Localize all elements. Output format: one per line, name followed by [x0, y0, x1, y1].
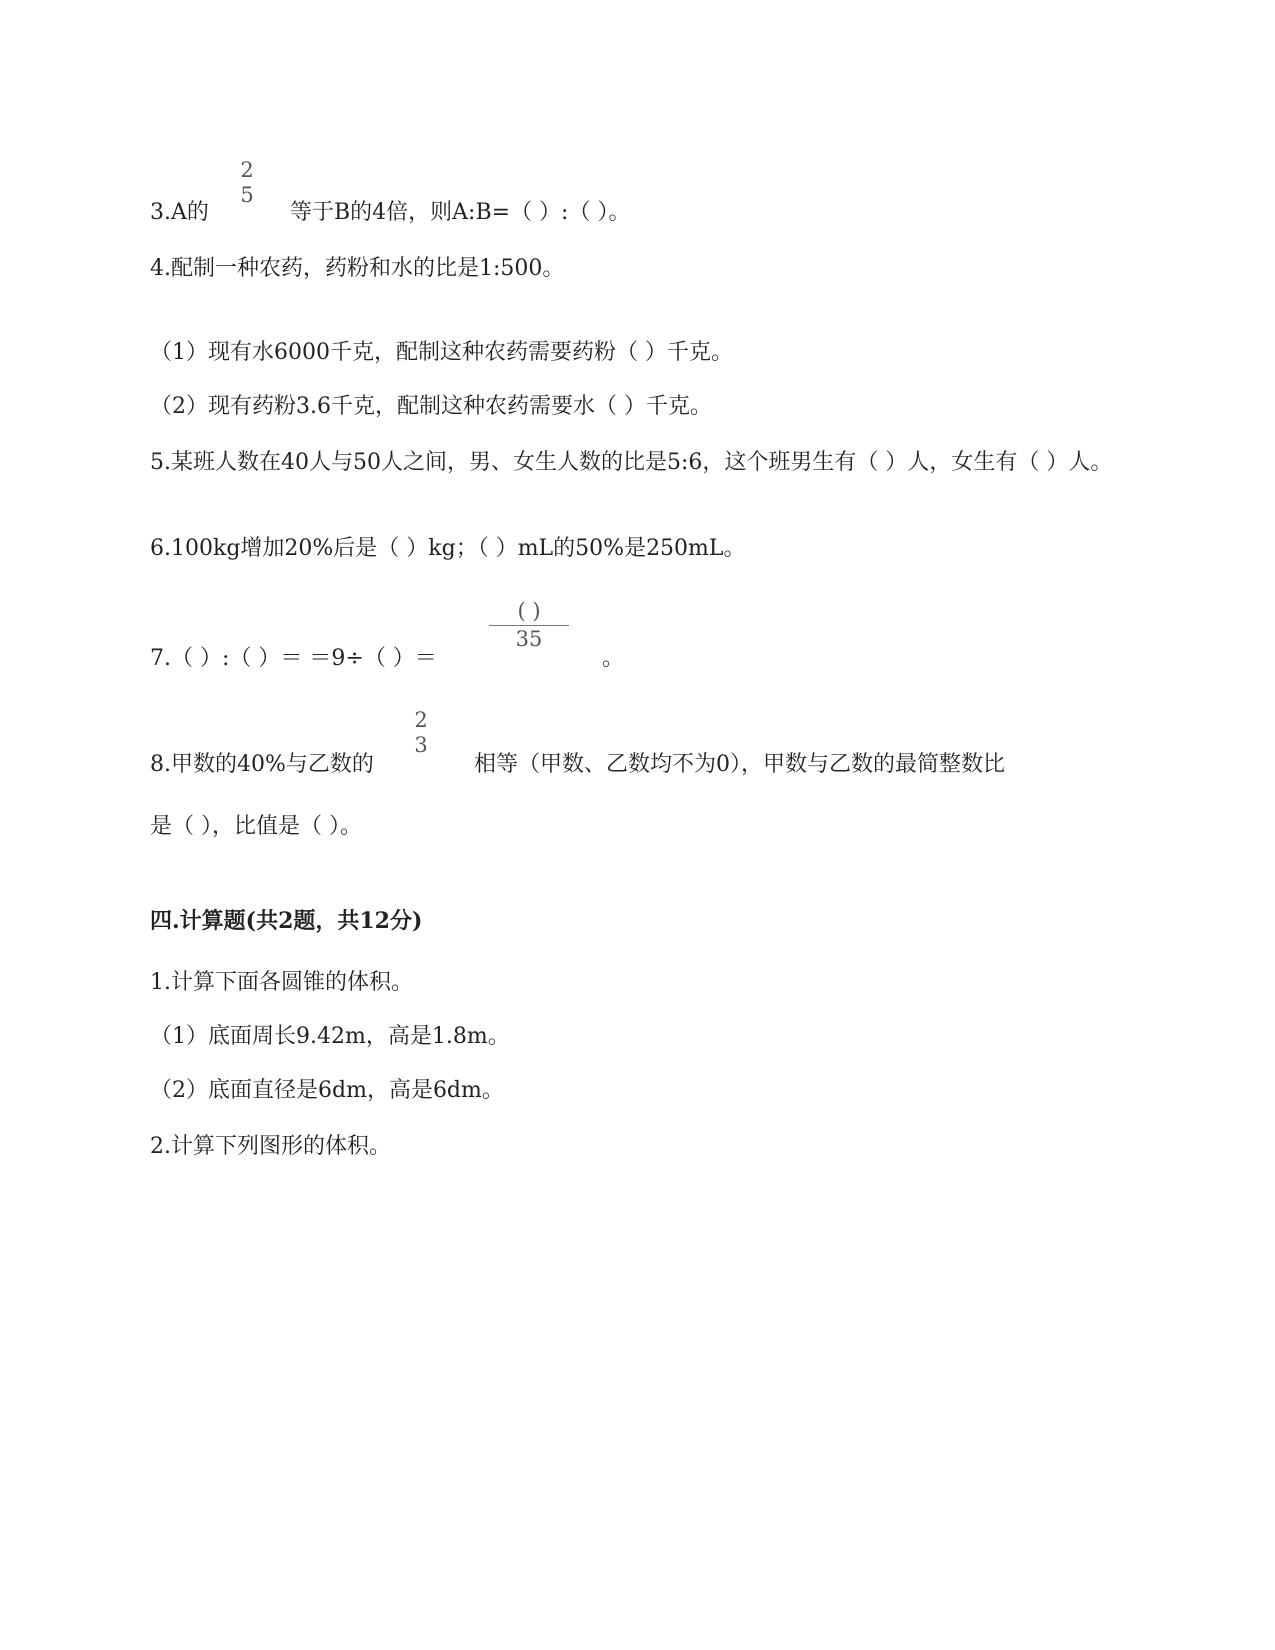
- q4-text: 4.配制一种农药，药粉和水的比是1:500。: [150, 256, 565, 281]
- q5-text: 5.某班人数在40人与50人之间，男、女生人数的比是5:6，这个班男生有（ ）人，女生有（ ）人。: [150, 450, 1113, 475]
- fraction-numerator: 2: [414, 708, 428, 732]
- q4-sub2: （2）现有药粉3.6千克，配制这种农药需要水（ ）千克。: [150, 394, 712, 419]
- q3-suffix: 等于B的4倍，则A:B=（ ）:（ ）。: [290, 200, 631, 225]
- q3-fraction: [236, 158, 258, 208]
- q8-line2: 是（ ），比值是（ ）。: [150, 814, 362, 839]
- fraction-denominator: 35: [515, 627, 543, 651]
- section4-q1-sub2: （2）底面直径是6dm，高是6dm。: [150, 1078, 504, 1103]
- fraction-denominator: 5: [240, 183, 254, 207]
- section4-q1: 1.计算下面各圆锥的体积。: [150, 970, 413, 995]
- q6-text: 6.100kg增加20%后是（ ）kg；（ ）mL的50%是250mL。: [150, 536, 746, 561]
- fraction-numerator: 2: [240, 158, 254, 182]
- section4-q2: 2.计算下列图形的体积。: [150, 1134, 391, 1159]
- q7-prefix: 7.（ ）:（ ）＝ ＝9÷（ ）＝: [150, 646, 437, 671]
- q4-sub1: （1）现有水6000千克，配制这种农药需要药粉（ ）千克。: [150, 340, 733, 365]
- q7-suffix: 。: [602, 646, 625, 671]
- q8-prefix: 8.甲数的40%与乙数的: [150, 752, 374, 777]
- q8-fraction: [410, 708, 432, 758]
- fraction-denominator: 3: [414, 733, 428, 757]
- q7-fraction: [489, 599, 569, 652]
- fraction-numerator: ( ): [517, 599, 541, 623]
- section4-q1-sub1: （1）底面周长9.42m，高是1.8m。: [150, 1024, 510, 1049]
- section4-heading: 四.计算题(共2题，共12分): [150, 908, 423, 934]
- q3-prefix: 3.A的: [150, 200, 209, 225]
- q8-suffix: 相等（甲数、乙数均不为0），甲数与乙数的最简整数比: [474, 752, 1005, 777]
- fraction-bar: [489, 625, 569, 626]
